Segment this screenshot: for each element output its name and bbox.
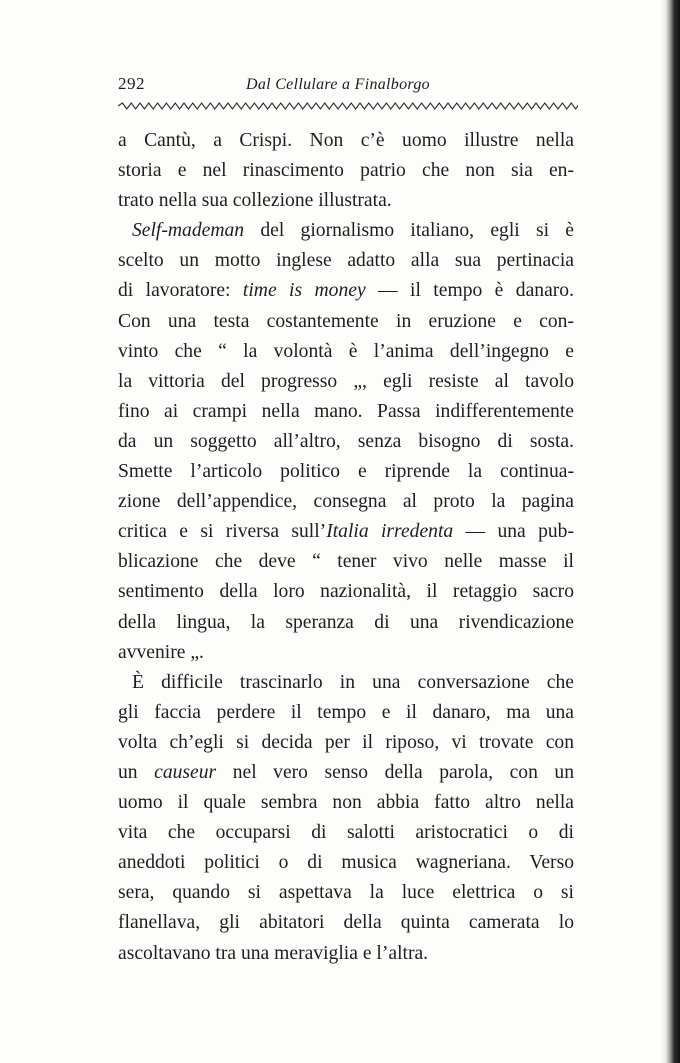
text-segment: fino ai crampi nella mano. Passa indifferentemente — [118, 400, 574, 422]
wavy-rule-ornament — [118, 101, 578, 111]
text-line — [118, 337, 574, 367]
text-line — [118, 728, 574, 758]
italic-phrase: causeur — [154, 761, 217, 783]
text-segment: nel vero senso della parola, con un — [216, 761, 574, 783]
text-line — [118, 126, 574, 156]
text-line — [118, 517, 574, 547]
text-line — [118, 487, 574, 517]
text-segment: un — [118, 761, 155, 783]
text-segment: da un soggetto all’altro, senza bisogno di sosta. — [118, 430, 574, 452]
text-segment: — il tempo è danaro. — [365, 280, 574, 302]
italic-phrase: Italia irredenta — [326, 521, 454, 543]
text-segment: storia e nel rinascimento patrio che non sia en- — [118, 160, 574, 182]
text-segment: ascoltavano tra una meraviglia e l’altra. — [118, 942, 429, 964]
text-segment: flanellava, gli abitatori della quinta camerata lo — [118, 912, 574, 934]
text-line — [118, 818, 574, 848]
text-line — [118, 216, 574, 246]
page-number: 292 — [118, 74, 145, 93]
body-text — [118, 126, 574, 969]
text-segment: la vittoria del progresso „, egli resiste al tavolo — [118, 370, 574, 392]
text-segment: vita che occuparsi di salotti aristocratici o di — [118, 822, 574, 844]
text-segment: a Cantù, a Crispi. Non c’è uomo illustre nella — [118, 130, 574, 151]
text-segment: trato nella sua collezione illustrata. — [118, 190, 392, 212]
text-segment: sentimento della loro nazionalità, il retaggio sacro — [118, 581, 574, 603]
text-segment: di lavoratore: — [118, 280, 243, 302]
text-segment: avvenire „. — [118, 641, 204, 663]
page-header — [118, 74, 574, 98]
text-segment: gli faccia perdere il tempo e il danaro, ma una — [118, 701, 574, 723]
text-segment: scelto un motto inglese adatto alla sua pertinacia — [118, 250, 574, 272]
italic-phrase: time is money — [242, 280, 366, 302]
text-segment: Con una testa costantemente in eruzione e con- — [118, 310, 574, 332]
text-line — [118, 878, 574, 908]
text-line — [118, 788, 574, 818]
text-line — [118, 638, 574, 668]
text-line — [118, 397, 574, 427]
text-line — [118, 186, 574, 216]
book-spine-edge — [666, 0, 680, 1063]
text-line — [118, 457, 574, 487]
text-line — [118, 577, 574, 607]
text-segment: aneddoti politici o di musica wagneriana. Verso — [118, 852, 574, 874]
text-segment: uomo il quale sembra non abbia fatto altro nella — [118, 792, 574, 814]
text-line — [118, 276, 574, 306]
text-line — [118, 608, 574, 638]
running-title: Dal Cellulare a Finalborgo — [246, 76, 430, 93]
text-segment: zione dell’appendice, consegna al proto la pagina — [118, 491, 574, 513]
text-line — [118, 367, 574, 397]
text-line — [118, 908, 574, 938]
text-line — [118, 307, 574, 337]
text-segment: della lingua, la speranza di una rivendicazione — [118, 611, 574, 633]
text-line — [118, 547, 574, 577]
text-segment: — una pub- — [453, 521, 574, 543]
text-segment: sera, quando si aspettava la luce elettrica o si — [118, 882, 574, 904]
text-line — [118, 758, 574, 788]
italic-phrase: Self-mademan — [132, 220, 245, 242]
text-segment: Smette l’articolo politico e riprende la continua- — [118, 461, 574, 483]
text-segment: del giornalismo italiano, egli si è — [244, 220, 574, 242]
text-line — [118, 939, 574, 969]
text-segment: È difficile trascinarlo in una conversazione che — [132, 671, 574, 693]
text-line — [118, 698, 574, 728]
text-segment: blicazione che deve “ tener vivo nelle masse il — [118, 551, 574, 573]
text-segment: volta ch’egli si decida per il riposo, vi trovate con — [118, 731, 574, 753]
text-line — [118, 848, 574, 878]
text-line — [118, 156, 574, 186]
text-line — [118, 668, 574, 698]
text-line — [118, 246, 574, 276]
text-line — [118, 427, 574, 457]
text-segment: critica e si riversa sull’ — [118, 521, 327, 543]
text-segment: vinto che “ la volontà è l’anima dell’ingegno e — [118, 340, 574, 362]
